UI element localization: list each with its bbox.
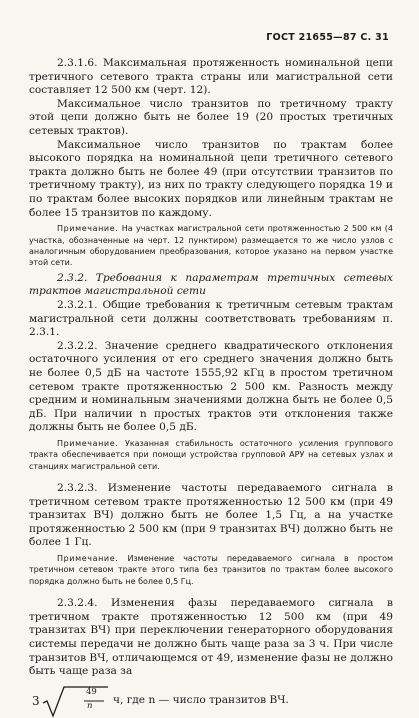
note-2-text: Указанная стабильность остаточного усиления группового тракта обеспечивается при помощи устройства групповой АРУ на сетевых узлах и станциях магистральной сети. <box>29 438 393 471</box>
formula-denominator: n <box>87 700 93 711</box>
formula-coefficient: 3 <box>32 693 40 708</box>
paragraph-2-3-1-6: 2.3.1.6. Максимальная протяженность номинальной цепи третичного сетевого тракта страны или магистральной сети составляет 12 500 км (черт. 12). <box>29 57 393 97</box>
page-header: ГОСТ 21655—87 С. 31 <box>266 32 389 43</box>
square-root-sign <box>42 686 112 718</box>
document-body <box>29 57 393 717</box>
note-3 <box>29 553 393 587</box>
note-2-label: Примечание. <box>57 438 119 448</box>
formula-numerator: 49 <box>86 686 97 697</box>
note-2 <box>29 438 393 472</box>
paragraph-2-3-2-3: 2.3.2.3. Изменение частоты передаваемого сигнала в третичном сетевом тракте протяженностью 12 500 км (при 49 транзитах ВЧ) должно быть не более 1,5 Гц, а на участке протяженностью 2 500 км (при 9 транзитах ВЧ) должно быть не более 1 Гц. <box>29 482 393 549</box>
paragraph-max-transits-tertiary: Максимальное число транзитов по третичному тракту этой цепи должно быть не более 19 (20 простых третичных сетевых трактов). <box>29 97 393 137</box>
note-3-text: Изменение частоты передаваемого сигнала в простом третичном сетевом тракте этого типа без транзитов по трактам более высокого порядка должно быть не более 0,5 Гц. <box>29 554 393 586</box>
note-1-label: Примечание. <box>57 224 119 234</box>
paragraph-2-3-2-4: 2.3.2.4. Изменения фазы передаваемого сигнала в третичном тракте протяженностью 12 500 км (при 49 транзитах ВЧ) при переключении генераторного оборудования системы передачи не должно быть чаще раза за 3 ч. При числе транзитов ВЧ, отличающемся от 49, изменение фазы не должно быть чаще раза за <box>29 597 394 678</box>
paragraph-2-3-2-2: 2.3.2.2. Значение среднего квадратического отклонения остаточного усиления от его среднего значения должно быть не более 0,5 дБ на частоте 1555,92 кГц в простом третичном сетевом тракте протяженностью 2 500 км. Разность между средним и номинальным значениями должна быть не более 0,5 дБ. При наличии n простых трактов эти отклонения также должны быть не более 0,5 дБ. <box>29 339 393 434</box>
formula-tail-text: ч, где n — число транзитов ВЧ. <box>113 693 289 706</box>
paragraph-2-3-2-1: 2.3.2.1. Общие требования к третичным сетевым трактам магистральной сети должны соответствовать требованиям п. 2.3.1. <box>29 298 393 339</box>
formula-line <box>29 685 393 717</box>
note-1-text: На участках магистральной сети протяженностью 2 500 км (4 участка, обозначенные на черт. 12 пунктиром) размещается то же число узлов с аналогичным оборудованием преобразования, которое указано на первом участке этой сети. <box>29 224 394 268</box>
note-1 <box>29 223 393 269</box>
paragraph-max-transits-higher-order: Максимальное число транзитов по трактам более высокого порядка на номинальной цепи третичного сетевого тракта должно быть не более 49 (при отсутствии транзитов по третичному тракту), из них по тракту следующего порядка 19 и по трактам более высоких порядков или линейным трактам не более 15 транзитов по каждому. <box>29 138 393 219</box>
section-heading-2-3-2: 2.3.2. Требования к параметрам третичных сетевых трактов магистральной сети <box>29 271 393 298</box>
note-3-label: Примечание. <box>57 554 119 564</box>
